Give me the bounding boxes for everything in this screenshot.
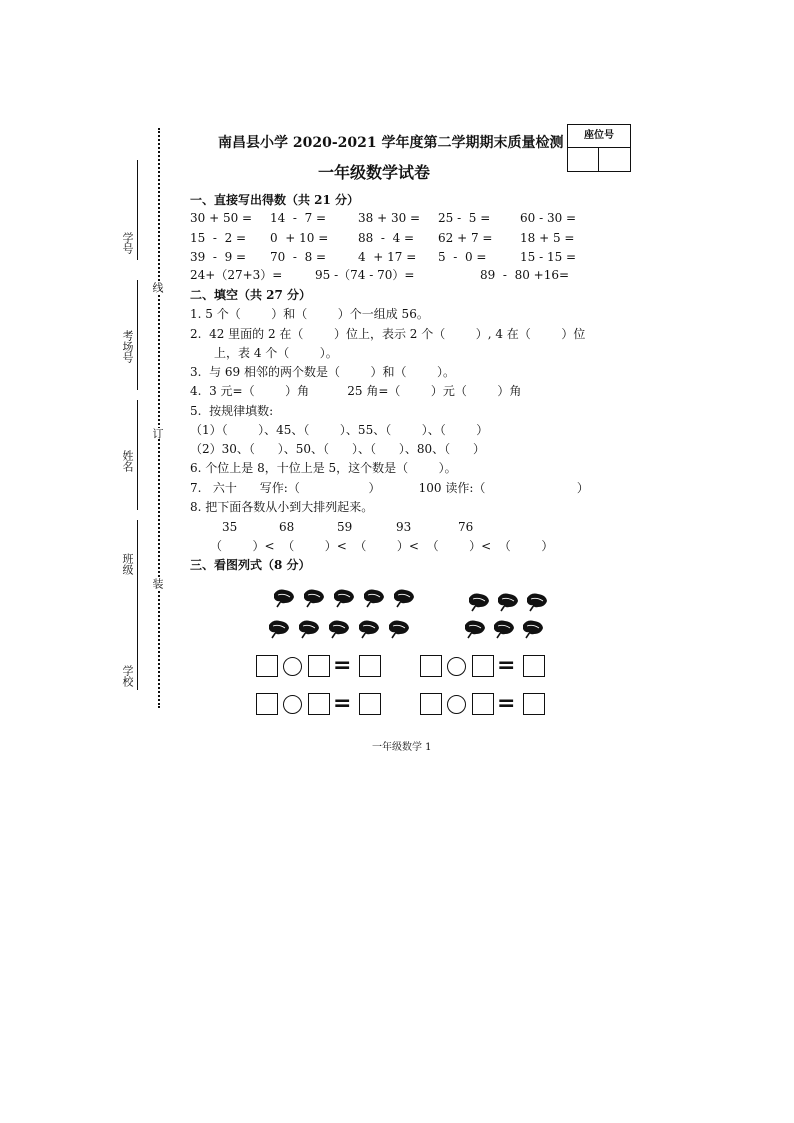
question-2-cont: 上，表 4 个（ ）。 [214,346,338,360]
section2-heading: 二、填空（共 27 分） [190,288,312,302]
class-label: 班级 [121,553,134,575]
binding-mark-staple: 订 [151,428,164,439]
operator-circle[interactable] [447,657,466,676]
question-5-2: （2）30、（ ）、50、（ ）、（ ）、80、（ ） [190,442,485,456]
exam-title: 南昌县小学 2020-2021 学年度第二学期期末质量检测 [218,135,564,151]
leaf-icon [496,592,520,612]
calc-item: 38 + 30 = [358,211,421,225]
section1-heading: 一、直接写出得数（共 21 分） [190,193,360,207]
calc-item: 25 - 5 = [438,211,491,225]
school-fill-line [137,580,138,690]
answer-box[interactable] [359,693,381,715]
school-label: 学校 [121,665,134,687]
sort-number: 59 [337,520,353,534]
leaf-icon [357,619,381,639]
leaf-icon [521,619,545,639]
leaf-icon [492,619,516,639]
question-7: 7. 六十 写作:（ ） 100 读作:（ ） [190,481,589,495]
question-8: 8. 把下面各数从小到大排列起来。 [190,500,374,514]
sort-number: 68 [279,520,295,534]
leaf-icon [332,588,356,608]
equals-sign: = [333,691,352,716]
equals-sign: = [497,691,516,716]
leaf-icon [463,619,487,639]
answer-box[interactable] [256,655,278,677]
leaf-icon [387,619,411,639]
name-label: 姓名 [121,450,134,472]
answer-box[interactable] [420,693,442,715]
student-id-label: 学号 [121,232,134,254]
answer-box[interactable] [523,693,545,715]
sort-number: 35 [222,520,238,534]
exam-subtitle: 一年级数学试卷 [318,163,431,182]
answer-box[interactable] [472,693,494,715]
calc-item: 30 + 50 = [190,211,253,225]
question-2: 2. 42 里面的 2 在（ ）位上，表示 2 个（ ）, 4 在（ ）位 [190,327,586,341]
operator-circle[interactable] [447,695,466,714]
leaf-icon [525,592,549,612]
binding-mark-line: 线 [151,282,164,293]
answer-box[interactable] [256,693,278,715]
leaf-icon [467,592,491,612]
calc-item: 15 - 15 = [520,250,577,264]
calc-item: 18 + 5 = [520,231,575,245]
answer-box[interactable] [308,655,330,677]
calc-item: 0 + 10 = [270,231,329,245]
answer-box[interactable] [523,655,545,677]
leaf-icon [362,588,386,608]
operator-circle[interactable] [283,657,302,676]
question-5-1: （1）（ ）、45、（ ）、55、（ ）、（ ） [190,423,489,437]
calc-item: 95 -（74 - 70）= [315,268,415,282]
operator-circle[interactable] [283,695,302,714]
leaf-icon [267,619,291,639]
leaf-icon [392,588,416,608]
question-4: 4. 3 元=（ ）角 25 角=（ ）元（ ）角 [190,384,522,398]
answer-box[interactable] [420,655,442,677]
exam-room-fill-line [137,280,138,390]
seat-number-box [567,124,631,172]
exam-room-label: 考场号 [121,330,134,363]
question-1: 1. 5 个（ ）和（ ）个一组成 56。 [190,307,429,321]
equals-sign: = [497,653,516,678]
sort-number: 93 [396,520,412,534]
equals-sign: = [333,653,352,678]
leaf-icon [302,588,326,608]
leaf-icon [297,619,321,639]
calc-item: 39 - 9 = [190,250,247,264]
leaf-icon [327,619,351,639]
question-3: 3. 与 69 相邻的两个数是（ ）和（ ）。 [190,365,456,379]
calc-item: 70 - 8 = [270,250,327,264]
calc-item: 88 - 4 = [358,231,415,245]
question-6: 6. 个位上是 8，十位上是 5，这个数是（ ）。 [190,461,457,475]
binding-dotted-line [158,128,160,708]
calc-item: 89 - 80 +16= [480,268,570,282]
calc-item: 14 - 7 = [270,211,327,225]
name-fill-line [137,400,138,510]
sort-blanks: （ ）< （ ）< （ ）< （ ）< （ ） [210,539,554,553]
seat-number-divider [598,147,599,171]
calc-item: 4 + 17 = [358,250,417,264]
page-footer: 一年级数学 1 [372,742,432,753]
answer-box[interactable] [308,693,330,715]
leaf-icon [272,588,296,608]
seat-number-label: 座位号 [568,125,630,148]
student-id-fill-line [137,160,138,260]
calc-item: 24+（27+3）= [190,268,283,282]
calc-item: 5 - 0 = [438,250,487,264]
binding-mark-bind: 装 [151,578,164,589]
section3-heading: 三、看图列式（8 分） [190,558,311,572]
question-5: 5. 按规律填数: [190,404,274,418]
answer-box[interactable] [472,655,494,677]
sort-number: 76 [458,520,474,534]
calc-item: 60 - 30 = [520,211,577,225]
answer-box[interactable] [359,655,381,677]
calc-item: 15 - 2 = [190,231,247,245]
calc-item: 62 + 7 = [438,231,493,245]
